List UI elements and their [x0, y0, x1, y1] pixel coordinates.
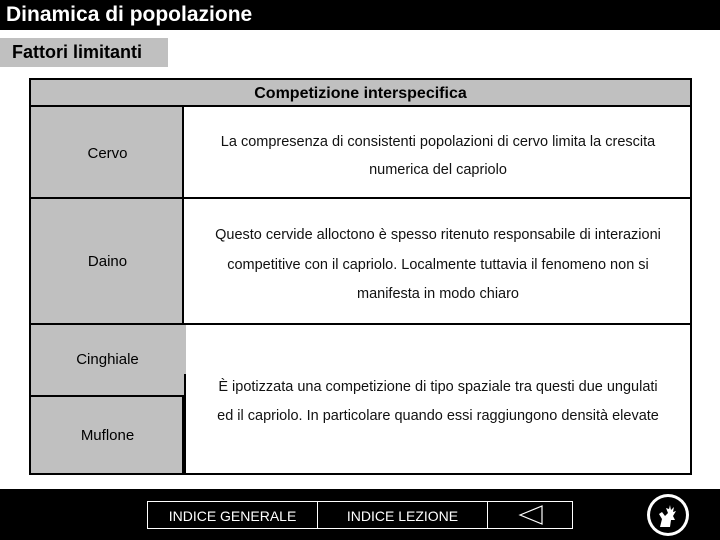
- page-title: Dinamica di popolazione: [0, 0, 720, 30]
- row-description-line: numerica del capriolo: [369, 162, 507, 178]
- row-description-line: Questo cervide alloctono è spesso ritenuto responsabile di interazioni: [215, 227, 661, 243]
- row-label: Cinghiale: [76, 351, 139, 368]
- deer-logo-icon[interactable]: [646, 493, 690, 537]
- row-description-line: manifesta in modo chiaro: [357, 286, 519, 302]
- row-divider: [31, 395, 184, 397]
- index-general-button[interactable]: INDICE GENERALE: [147, 501, 318, 529]
- back-button[interactable]: [487, 501, 573, 529]
- row-label: Cervo: [87, 145, 128, 162]
- cinghiale-gap: [184, 325, 186, 374]
- row-description-line: La compresenza di consistenti popolazioni di cervo limita la crescita: [220, 134, 656, 150]
- table-heading: Competizione interspecifica: [31, 80, 690, 107]
- row-divider: [31, 197, 690, 199]
- row-description-line: competitive con il capriolo. Localmente tuttavia il fenomeno non si: [227, 257, 649, 273]
- row-label: Muflone: [80, 427, 135, 444]
- back-triangle-icon: [488, 502, 574, 528]
- row-description-line: È ipotizzata una competizione di tipo spaziale tra questi due ungulati: [218, 379, 658, 395]
- row-label: Daino: [87, 253, 128, 270]
- section-subtitle: Fattori limitanti: [0, 38, 168, 67]
- row-description-line: ed il capriolo. In particolare quando essi raggiungono densità elevate: [217, 408, 659, 424]
- index-lesson-button[interactable]: INDICE LEZIONE: [317, 501, 488, 529]
- row-divider: [31, 323, 690, 325]
